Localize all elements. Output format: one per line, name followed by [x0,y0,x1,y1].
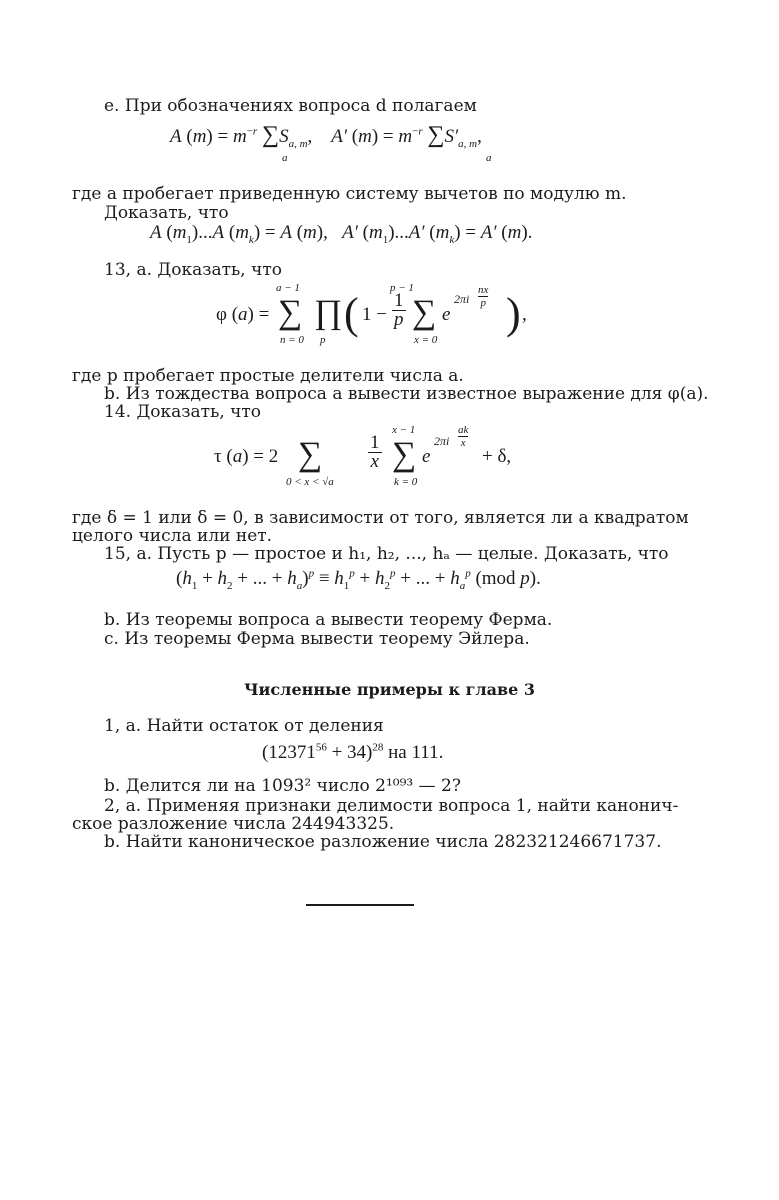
problem-15-head: 15, a. Пусть p — простое и h₁, h₂, ..., hₐ — целые. Доказать, что [104,544,669,564]
problem-14-where-2: целого числа или нет. [72,526,273,546]
numeric-1-b: b. Делится ли на 1093² число 2¹⁰⁹³ — 2? [104,776,461,796]
problem-e-prove: Доказать, что [104,203,229,223]
problem-15-c: c. Из теоремы Ферма вывести теорему Эйлера. [104,629,530,649]
numeric-2-b: b. Найти каноническое разложение числа 282321246671737. [104,832,662,852]
problem-e-intro: e. При обозначениях вопроса d полагаем [104,96,477,116]
numeric-2-a-1: 2, a. Применяя признаки делимости вопроса 1, найти канонич- [104,796,679,816]
formula-15: ($h_1 + h_2$ + ... + $h_a)^p \equiv h_1^p + h_2^p$ + ... + $h_a^p$ (mod p). [176,567,541,592]
problem-13-b: b. Из тождества вопроса a вывести известное выражение для φ(a). [104,384,709,404]
problem-13-head: 13, a. Доказать, что [104,260,282,280]
problem-13-where: где p пробегает простые делители числа a. [72,366,464,386]
end-rule [306,904,414,906]
section-title: Численные примеры к главе 3 [243,680,536,699]
formula-numeric-1: $(12371^{56} + 34)^{28}$ на 111. [262,741,444,763]
book-page: e. При обозначениях вопроса d полагаем A $(m) = m^{-r}$ $\sum S_{a, m}$, A′ $(m) = m^{-r}$ $\sum S'_{a, m}$, a a где a пробегает приведенную систему вычетов по модулю m. Доказать, что A $(m_1)...A$ $(m_k) = A$ (m), A′ $(m_1)...A'$ $(m_k) = A'$ (m). 13, a. Доказать, что a − 1 p − 1 φ (a) = ∑ ∏ ( 1 − $\frac{1}{p}$ ∑ e 2πi nx p ) , n = 0 p x = 0 где p пробегает простые делители числа a. b. Из тождества вопроса a вывести известное выражение для φ(a). 14. Доказать, что x − 1 τ (a) = 2 ∑ $\frac{1}{x}$ ∑ e 2πi ak x + δ, 0 < x < √a k = 0 где δ = 1 или δ = 0, в зависимости от того, является ли a квадратом целого числа или нет. 15, a. Пусть p — простое и h₁, h₂, ..., hₐ — целые. Доказать, что ($h_1 + h_2$ + ... + $h_a)^p \equiv h_1^p + h_2^p$ + ... + $h_a^p$ (mod p). b. Из теоремы вопроса a вывести теорему Ферма. c. Из теоремы Ферма вывести теорему Эйлера. Численные примеры к главе 3 1, a. Найти остаток от деления $(12371^{56} + 34)^{28}$ на 111. b. Делится ли на 1093² число 2¹⁰⁹³ — 2? 2, a. Применяя признаки делимости вопроса 1, найти канонич- ское разложение числа 244943325. b. Найти каноническое разложение числа 282321246671737. [0,0,779,1200]
numeric-1-head: 1, a. Найти остаток от деления [104,716,384,736]
problem-14-where-1: где δ = 1 или δ = 0, в зависимости от того, является ли a квадратом [72,508,689,528]
numeric-2-a-2: ское разложение числа 244943325. [72,814,395,834]
problem-15-b: b. Из теоремы вопроса a вывести теорему Ферма. [104,610,553,630]
formula-e1: A $(m) = m^{-r}$ $\sum S_{a, m}$, A′ $(m) = m^{-r}$ $\sum S'_{a, m}$, a a [170,122,492,164]
problem-e-where: где a пробегает приведенную систему вычетов по модулю m. [72,184,627,204]
formula-e2: A $(m_1)...A$ $(m_k) = A$ (m), A′ $(m_1)...A'$ $(m_k) = A'$ (m). [150,222,533,246]
problem-14-head: 14. Доказать, что [104,402,262,422]
